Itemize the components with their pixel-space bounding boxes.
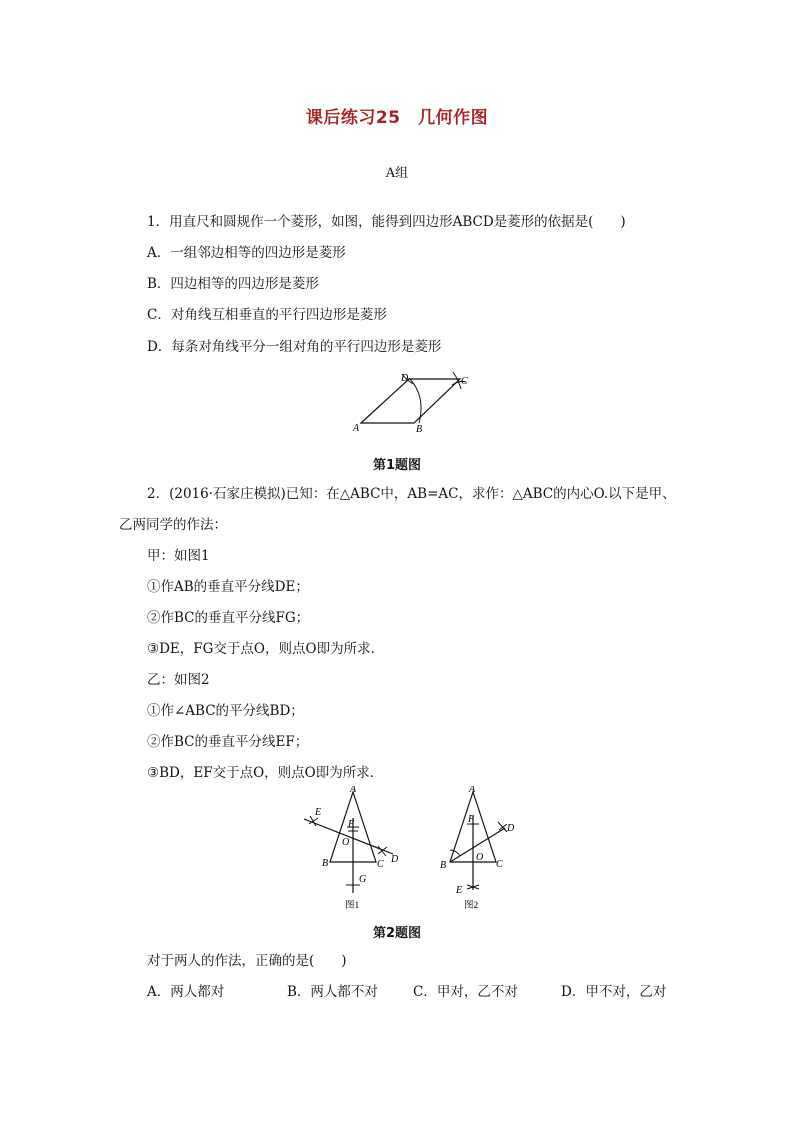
fig1-label-a: A [350, 786, 357, 795]
q2-caption: 第2题图 [372, 926, 422, 941]
construction-arc [409, 378, 421, 423]
label-a: A [353, 423, 360, 434]
q1-option-a: A．一组邻边相等的四边形是菱形 [147, 245, 346, 261]
fig2-caption: 图2 [464, 901, 479, 911]
yi-step-2: ②作BC的垂直平分线EF； [147, 734, 309, 750]
fig2-label-o: O [476, 852, 484, 863]
label-d: D [401, 373, 409, 384]
fig2-label-f: F [468, 814, 475, 825]
fig1-label-c: C [377, 859, 384, 870]
jia-step-3: ③DE，FG交于点O，则点O即为所求． [147, 641, 385, 657]
fig2-label-d: D [507, 823, 515, 834]
fig1-label-f: F [348, 819, 355, 830]
jia-heading: 甲：如图1 [147, 548, 210, 564]
yi-step-1: ①作∠ABC的平分线BD； [147, 703, 304, 719]
q1-stem: 1．用直尺和圆规作一个菱形，如图，能得到四边形ABCD是菱形的依据是( ) [147, 214, 626, 230]
fig2-label-c: C [496, 859, 503, 870]
q1-option-c: C．对角线互相垂直的平行四边形是菱形 [147, 307, 387, 323]
q1-option-b: B．四边相等的四边形是菱形 [147, 276, 319, 292]
q2-stem-line2: 乙两同学的作法： [119, 517, 227, 533]
fig1-label-b: B [322, 858, 329, 869]
yi-heading: 乙：如图2 [147, 672, 210, 688]
fig2-label-a: A [469, 786, 476, 795]
q2-figure-1 [298, 786, 408, 912]
fig1-label-o: O [342, 837, 350, 848]
fig1-label-e: E [315, 807, 322, 818]
page-title: 课后练习25 几何作图 [305, 108, 489, 128]
rhombus-outline [361, 379, 460, 423]
q2-figure-2 [431, 786, 521, 912]
fig1-caption: 图1 [345, 901, 360, 911]
jia-step-1: ①作AB的垂直平分线DE； [147, 579, 309, 595]
q1-caption: 第1题图 [372, 458, 422, 473]
q1-rhombus-figure [348, 370, 472, 436]
yi-step-3: ③BD，EF交于点O，则点O即为所求． [147, 765, 384, 781]
fig1-label-g: G [359, 874, 367, 885]
q2-question: 对于两人的作法，正确的是( ) [147, 953, 347, 969]
q2-stem-line1: 2．(2016·石家庄模拟)已知：在△ABC中，AB=AC，求作：△ABC的内心O.以下是甲、 [147, 486, 676, 502]
fig1-label-d: D [391, 854, 399, 865]
q2-option-c: C．甲对，乙不对 [413, 984, 518, 1000]
group-heading: A组 [385, 166, 409, 181]
q2-option-a: A．两人都对 [147, 984, 225, 1000]
q2-option-b: B．两人都不对 [287, 984, 378, 1000]
label-c: C [461, 376, 468, 387]
q2-option-d: D．甲不对，乙对 [561, 984, 667, 1000]
label-b: B [416, 424, 423, 435]
fig2-label-e: E [456, 885, 463, 896]
jia-step-2: ②作BC的垂直平分线FG； [147, 610, 310, 626]
arc-mark-c1 [453, 372, 461, 389]
fig2-label-b: B [440, 860, 447, 871]
q1-option-d: D．每条对角线平分一组对角的平行四边形是菱形 [147, 339, 442, 355]
